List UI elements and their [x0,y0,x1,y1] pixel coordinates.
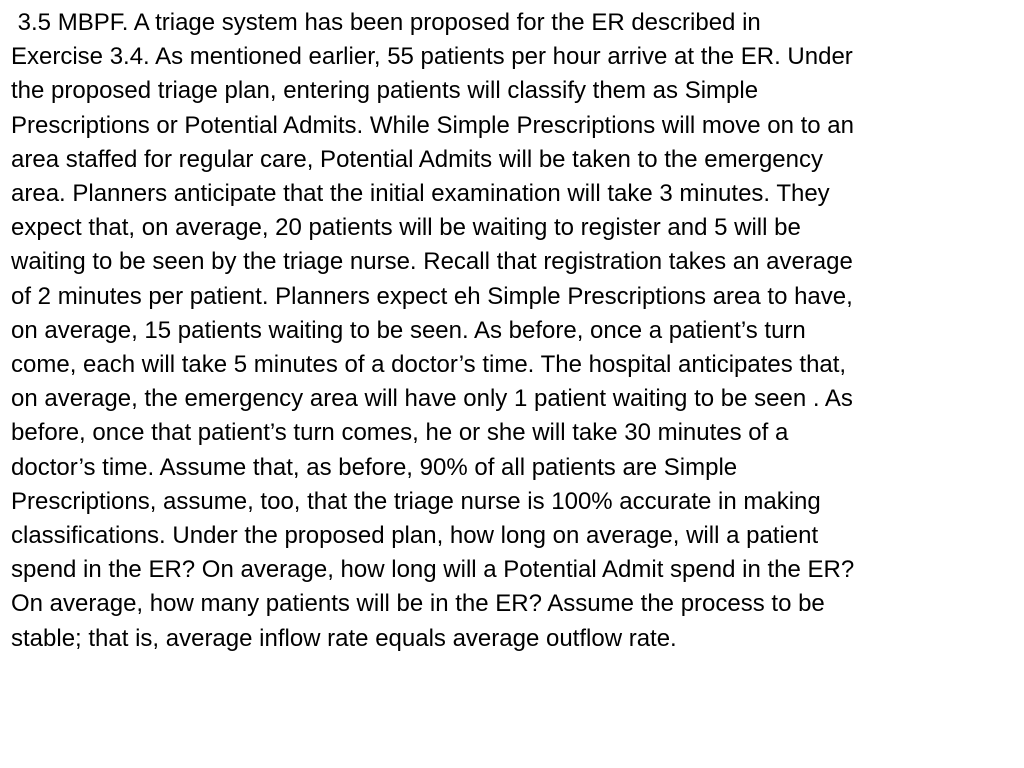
text-line: come, each will take 5 minutes of a doctor’s time. The hospital anticipates that, [11,351,847,379]
text-line: Exercise 3.4. As mentioned earlier, 55 patients per hour arrive at the ER. Under [11,43,853,71]
text-line: before, once that patient’s turn comes, he or she will take 30 minutes of a [11,419,789,447]
text-line: on average, the emergency area will have only 1 patient waiting to be seen . As [11,385,853,413]
text-line: waiting to be seen by the triage nurse. Recall that registration takes an average [11,248,853,276]
problem-text [11,6,1014,656]
text-line: spend in the ER? On average, how long will a Potential Admit spend in the ER? [11,556,855,584]
text-line: expect that, on average, 20 patients will be waiting to register and 5 will be [11,214,801,242]
text-line: area staffed for regular care, Potential Admits will be taken to the emergency [11,145,823,173]
text-line: on average, 15 patients waiting to be seen. As before, once a patient’s turn [11,316,806,344]
text-line: classifications. Under the proposed plan, how long on average, will a patient [11,522,819,550]
text-line: of 2 minutes per patient. Planners expect eh Simple Prescriptions area to have, [11,282,853,310]
text-line: stable; that is, average inflow rate equals average outflow rate. [11,624,677,652]
text-line: 3.5 MBPF. A triage system has been proposed for the ER described in [11,9,761,36]
text-line: the proposed triage plan, entering patients will classify them as Simple [11,77,759,105]
text-line: area. Planners anticipate that the initial examination will take 3 minutes. They [11,180,830,208]
text-line: On average, how many patients will be in the ER? Assume the process to be [11,590,825,618]
text-line: doctor’s time. Assume that, as before, 90% of all patients are Simple [11,453,738,481]
text-line: Prescriptions, assume, too, that the triage nurse is 100% accurate in making [11,487,821,515]
text-line: Prescriptions or Potential Admits. While Simple Prescriptions will move on to an [11,111,854,139]
